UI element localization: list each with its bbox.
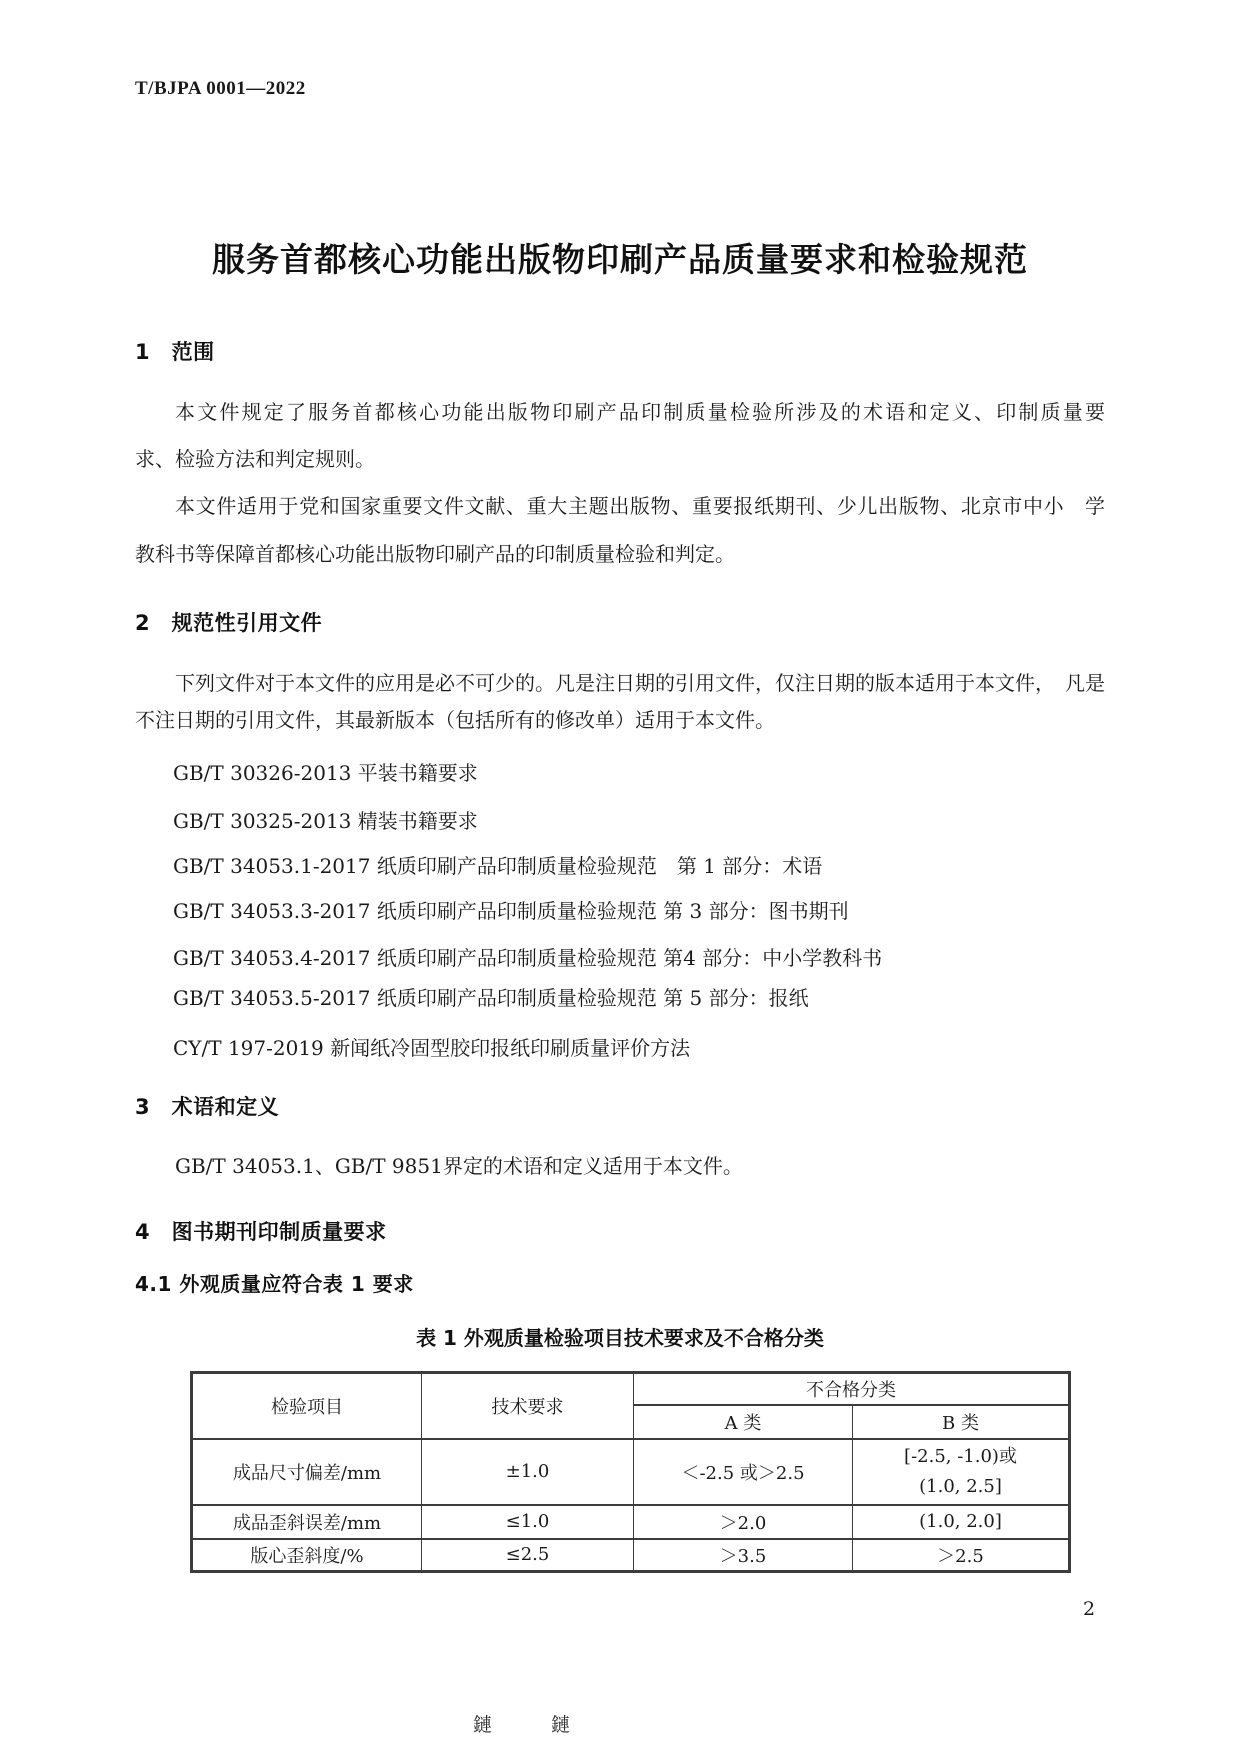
reference-item: GB/T 30325-2013 精装书籍要求	[173, 809, 478, 833]
footer-character-left: 鏈	[473, 1714, 493, 1736]
section-1-paragraph-2-line-1: 本文件适用于党和国家重要文件文献、重大主题出版物、重要报纸期刊、少儿出版物、北京市中小 学	[175, 494, 1105, 518]
standard-code: T/BJPA 0001—2022	[135, 78, 306, 99]
reference-item: GB/T 34053.4-2017 纸质印刷产品印制质量检验规范 第4 部分：中小学教科书	[173, 946, 883, 970]
column-header-class-a: A 类	[634, 1405, 853, 1439]
cell-requirement: ≤2.5	[422, 1539, 634, 1572]
section-1-paragraph-1-line-2: 求、检验方法和判定规则。	[135, 447, 375, 471]
column-header-inspection-item: 检验项目	[192, 1373, 422, 1439]
document-title: 服务首都核心功能出版物印刷产品质量要求和检验规范	[212, 240, 1028, 279]
cell-item: 版心歪斜度/%	[192, 1539, 422, 1572]
cell-item: 成品尺寸偏差/mm	[192, 1439, 422, 1505]
reference-item: GB/T 34053.5-2017 纸质印刷产品印制质量检验规范 第 5 部分：报纸	[173, 986, 809, 1010]
footer-character-right: 鏈	[551, 1714, 571, 1736]
cell-requirement: ≤1.0	[422, 1505, 634, 1539]
cell-class-b: ＞2.5	[853, 1539, 1070, 1572]
cell-class-a: ＞3.5	[634, 1539, 853, 1572]
table-row	[192, 1439, 1070, 1505]
reference-item: CY/T 197-2019 新闻纸冷固型胶印报纸印刷质量评价方法	[173, 1036, 691, 1060]
section-1-paragraph-1-line-1: 本文件规定了服务首都核心功能出版物印刷产品印制质量检验所涉及的术语和定义、印制质量要	[175, 400, 1105, 424]
cell-item: 成品歪斜误差/mm	[192, 1505, 422, 1539]
cell-class-b-line-1: [-2.5, -1.0)或	[904, 1445, 1017, 1467]
section-2-heading: 2 规范性引用文件	[135, 611, 323, 635]
column-header-technical-requirement: 技术要求	[422, 1373, 634, 1439]
cell-class-b	[853, 1439, 1070, 1505]
section-1-paragraph-2-line-2: 教科书等保障首都核心功能出版物印刷产品的印制质量检验和判定。	[135, 542, 735, 566]
table-1-caption: 表 1 外观质量检验项目技术要求及不合格分类	[416, 1326, 824, 1350]
table-1	[190, 1371, 1071, 1573]
section-4-1-heading: 4.1 外观质量应符合表 1 要求	[135, 1272, 414, 1296]
column-header-class-b: B 类	[853, 1405, 1070, 1439]
cell-requirement: ±1.0	[422, 1439, 634, 1505]
cell-class-a: ＜-2.5 或＞2.5	[634, 1439, 853, 1505]
table-row	[192, 1539, 1070, 1572]
section-2-paragraph-1-line-1: 下列文件对于本文件的应用是必不可少的。凡是注日期的引用文件，仅注日期的版本适用于本文件， 凡是	[175, 671, 1105, 695]
section-3-heading: 3 术语和定义	[135, 1095, 280, 1119]
table-row	[192, 1505, 1070, 1539]
section-3-paragraph: GB/T 34053.1、GB/T 9851界定的术语和定义适用于本文件。	[175, 1154, 743, 1178]
cell-class-b-line-2: (1.0, 2.5]	[919, 1475, 1002, 1497]
cell-class-a: ＞2.0	[634, 1505, 853, 1539]
page-number: 2	[1083, 1598, 1096, 1620]
cell-class-b: (1.0, 2.0]	[853, 1505, 1070, 1539]
section-4-heading: 4 图书期刊印制质量要求	[135, 1220, 387, 1244]
reference-item: GB/T 34053.3-2017 纸质印刷产品印制质量检验规范 第 3 部分：图书期刊	[173, 899, 849, 923]
section-2-paragraph-1-line-2: 不注日期的引用文件，其最新版本（包括所有的修改单）适用于本文件。	[135, 708, 775, 732]
reference-item: GB/T 30326-2013 平装书籍要求	[173, 761, 478, 785]
column-header-nonconformity-classification: 不合格分类	[634, 1373, 1070, 1405]
section-1-heading: 1 范围	[135, 340, 215, 364]
reference-item: GB/T 34053.1-2017 纸质印刷产品印制质量检验规范 第 1 部分：术语	[173, 854, 823, 878]
